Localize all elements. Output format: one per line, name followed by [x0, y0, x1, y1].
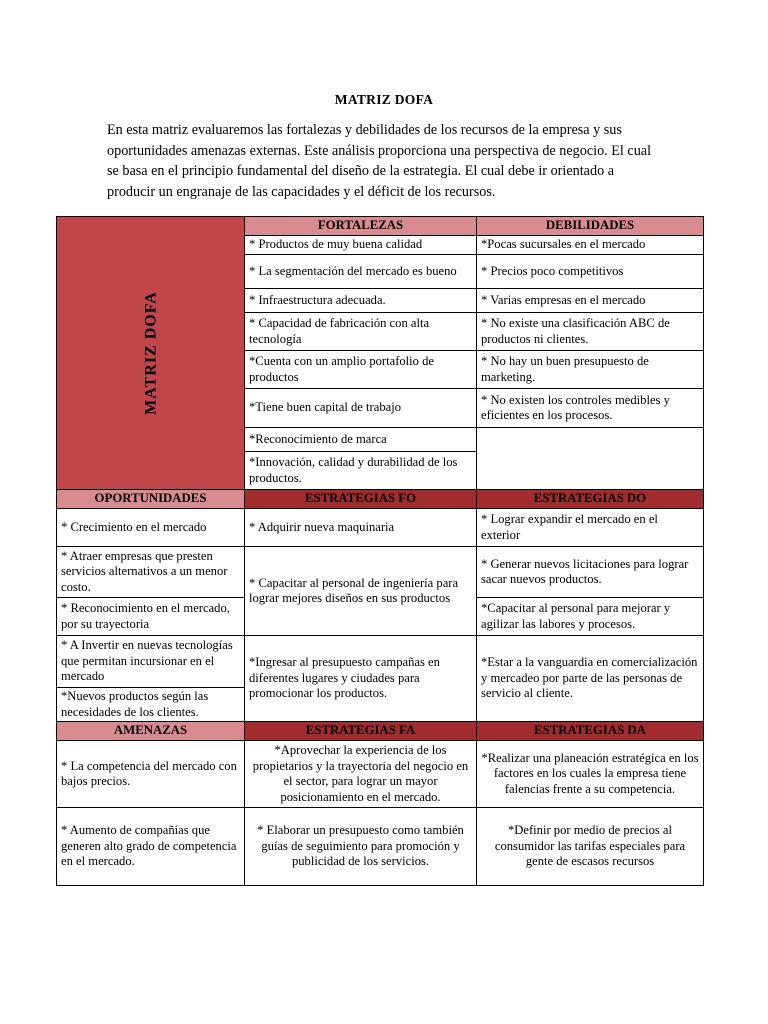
estrategia-fo-cell: * Capacitar al personal de ingeniería para lograr mejores diseños en sus productos: [245, 547, 477, 636]
header-estrategias-do: ESTRATEGIAS DO: [477, 490, 704, 509]
document-title: MATRIZ DOFA: [334, 92, 434, 107]
fortaleza-cell: * La segmentación del mercado es bueno: [245, 255, 477, 289]
estrategia-do-cell: *Capacitar al personal para mejorar y agilizar las labores y procesos.: [477, 598, 704, 636]
header-estrategias-fa: ESTRATEGIAS FA: [245, 722, 477, 741]
oportunidad-cell: * A Invertir en nuevas tecnologías que permitan incursionar en el mercado: [57, 636, 245, 688]
debilidad-cell: * No existe una clasificación ABC de productos ni clientes.: [477, 313, 704, 351]
estrategia-fo-cell: *Ingresar al presupuesto campañas en diferentes lugares y ciudades para promocionar los productos.: [245, 636, 477, 722]
fortaleza-cell: * Productos de muy buena calidad: [245, 236, 477, 255]
dofa-matrix-table: [56, 216, 704, 886]
fortaleza-cell: *Tiene buen capital de trabajo: [245, 389, 477, 428]
debilidad-cell: * Precios poco competitivos: [477, 255, 704, 289]
header-debilidades: DEBILIDADES: [477, 217, 704, 236]
estrategia-do-cell: * Generar nuevos licitaciones para lograr sacar nuevos productos.: [477, 547, 704, 598]
intro-text: En esta matriz evaluaremos las fortalezas y debilidades de los recursos de la empresa y sus oportunidades amenazas externas. Este análisis proporciona una perspectiva de negocio. El cual se basa en el principio fundamental del diseño de la estrategia. El cual debe ir orientado a producir un engranaje de las capacidades y el déficit de los recursos.: [107, 122, 652, 200]
oportunidad-cell: * Reconocimiento en el mercado, por su trayectoria: [57, 598, 245, 636]
debilidad-cell: * No hay un buen presupuesto de marketing.: [477, 351, 704, 389]
estrategia-do-cell: * Lograr expandir el mercado en el exterior: [477, 509, 704, 547]
amenaza-cell: * La competencia del mercado con bajos precios.: [57, 741, 245, 808]
debilidad-cell: *Pocas sucursales en el mercado: [477, 236, 704, 255]
estrategia-fa-cell: * Elaborar un presupuesto como también guías de seguimiento para promoción y publicidad de los servicios.: [245, 808, 477, 886]
debilidad-empty-cell: [477, 428, 704, 490]
intro-paragraph: [107, 120, 663, 202]
oportunidad-cell: * Atraer empresas que presten servicios alternativos a un menor costo.: [57, 547, 245, 598]
matrix-side-label: MATRIZ DOFA: [141, 291, 159, 415]
header-fortalezas: FORTALEZAS: [245, 217, 477, 236]
fortaleza-cell: *Cuenta con un amplio portafolio de productos: [245, 351, 477, 389]
estrategia-fa-cell: *Aprovechar la experiencia de los propietarios y la trayectoria del negocio en el sector, para lograr un mayor posicionamiento en el mercado.: [245, 741, 477, 808]
estrategia-da-cell: *Realizar una planeación estratégica en los factores en los cuales la empresa tiene falencias frente a su competencia.: [477, 741, 704, 808]
header-amenazas: AMENAZAS: [57, 722, 245, 741]
matrix-side-block: [57, 217, 245, 490]
estrategia-fo-cell: * Adquirir nueva maquinaria: [245, 509, 477, 547]
amenaza-cell: * Aumento de compañías que generen alto grado de competencia en el mercado.: [57, 808, 245, 886]
debilidad-cell: * No existen los controles medibles y eficientes en los procesos.: [477, 389, 704, 428]
fortaleza-cell: * Capacidad de fabricación con alta tecnología: [245, 313, 477, 351]
fortaleza-cell: * Infraestructura adecuada.: [245, 289, 477, 313]
debilidad-cell: * Varias empresas en el mercado: [477, 289, 704, 313]
header-estrategias-fo: ESTRATEGIAS FO: [245, 490, 477, 509]
header-estrategias-da: ESTRATEGIAS DA: [477, 722, 704, 741]
oportunidad-cell: * Crecimiento en el mercado: [57, 509, 245, 547]
header-oportunidades: OPORTUNIDADES: [57, 490, 245, 509]
fortaleza-cell: *Reconocimiento de marca: [245, 428, 477, 452]
estrategia-do-cell: *Estar a la vanguardia en comercialización y mercadeo por parte de las personas de servicio al cliente.: [477, 636, 704, 722]
oportunidad-cell: *Nuevos productos según las necesidades de los clientes.: [57, 688, 245, 722]
fortaleza-cell: *Innovación, calidad y durabilidad de los productos.: [245, 452, 477, 490]
estrategia-da-cell: *Definir por medio de precios al consumidor las tarifas especiales para gente de escasos recursos: [477, 808, 704, 886]
